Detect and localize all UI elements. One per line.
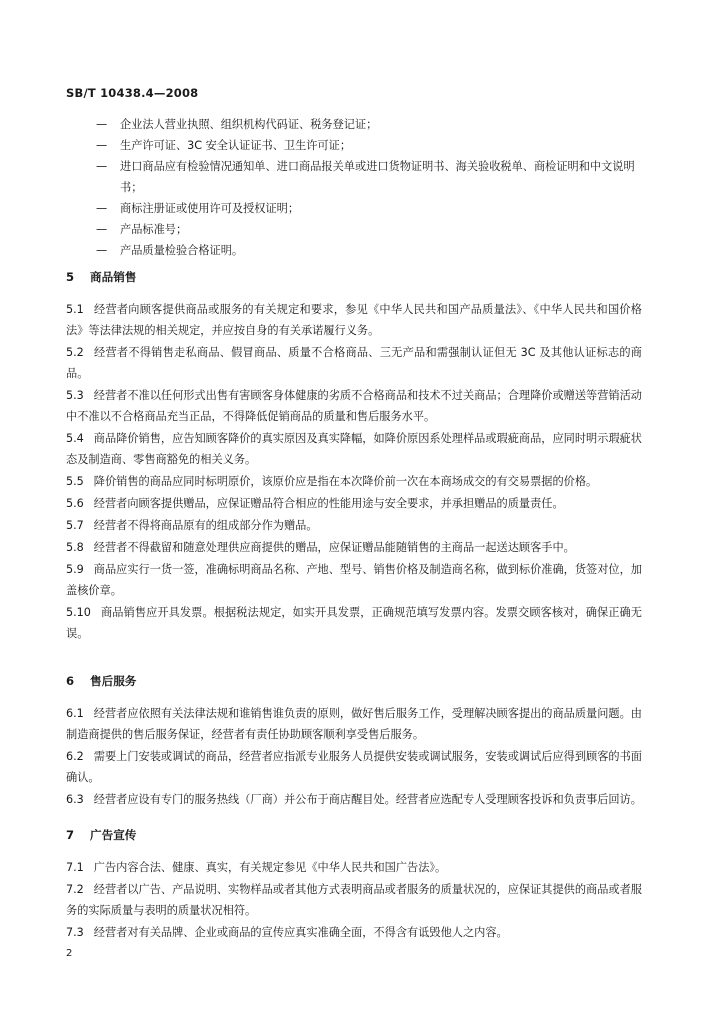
clause-6-3: 6.3 经营者应设有专门的服务热线（厂商）并公布于商店醒目处。经营者应选配专人受理顾客投诉和负责事后回访。 xyxy=(66,793,642,806)
bullet-dash: — xyxy=(96,202,108,215)
clause-6-1: 6.1 经营者应依照有关法律法规和谁销售谁负责的原则，做好售后服务工作，受理解决顾客提出的商品质量问题。由制造商提供的售后服务保证，经营者有责任协助顾客顺利享受售后服务。 xyxy=(66,707,642,741)
clause-6-2: 6.2 需要上门安装或调试的商品，经营者应指派专业服务人员提供安装或调试服务，安装或调试后应得到顾客的书面确认。 xyxy=(66,750,642,784)
bullet-dash: — xyxy=(96,223,108,236)
clause-5-7: 5.7 经营者不得将商品原有的组成部分作为赠品。 xyxy=(66,519,318,532)
standard-number: SB/T 10438.4—2008 xyxy=(66,86,199,100)
list-item: — 产品质量检验合格证明。 xyxy=(96,240,656,261)
section-6 xyxy=(66,670,642,810)
clause-5-1: 5.1 经营者向顾客提供商品或服务的有关规定和要求，参见《中华人民共和国产品质量法》、《中华人民共和国价格法》等法律法规的相关规定，并应按自身的有关承诺履行义务。 xyxy=(66,303,642,337)
list-item: — 进口商品应有检验情况通知单、进口商品报关单或进口货物证明书、海关验收税单、商检证明和中文说明书； xyxy=(96,156,656,198)
clause-5-10: 5.10 商品销售应开具发票。根据税法规定，如实开具发票，正确规范填写发票内容。发票交顾客核对，确保正确无误。 xyxy=(66,606,642,640)
list-item: — 商标注册证或使用许可及授权证明； xyxy=(96,198,656,219)
clause-5-2: 5.2 经营者不得销售走私商品、假冒商品、质量不合格商品、三无产品和需强制认证但无 3C 及其他认证标志的商品。 xyxy=(66,346,642,380)
clause-5-3: 5.3 经营者不准以任何形式出售有害顾客身体健康的劣质不合格商品和技术不过关商品；合理降价或赠送等营销活动中不准以不合格商品充当正品，不得降低促销商品的质量和售后服务水平。 xyxy=(66,389,642,423)
bullet-dash: — xyxy=(96,139,108,152)
bullet-dash: — xyxy=(96,118,108,131)
section-heading: 5 商品销售 xyxy=(66,270,137,284)
section-heading: 7 广告宣传 xyxy=(66,828,137,842)
clause-5-9: 5.9 商品应实行一货一签，准确标明商品名称、产地、型号、销售价格及制造商名称，做到标价准确，货签对位，加盖核价章。 xyxy=(66,563,642,597)
section-heading: 6 售后服务 xyxy=(66,674,137,688)
list-item: — 生产许可证、3C 安全认证证书、卫生许可证； xyxy=(96,135,656,156)
clause-5-5: 5.5 降价销售的商品应同时标明原价，该原价应是指在本次降价前一次在本商场成交的有交易票据的价格。 xyxy=(66,475,598,488)
list-item: — 产品标准号； xyxy=(96,219,656,240)
clause-5-8: 5.8 经营者不得截留和随意处理供应商提供的赠品，应保证赠品能随销售的主商品一起送达顾客手中。 xyxy=(66,541,575,554)
section-7 xyxy=(66,824,642,943)
list-item: — 企业法人营业执照、组织机构代码证、税务登记证； xyxy=(96,114,656,135)
certificate-list xyxy=(96,114,656,261)
clause-7-3: 7.3 经营者对有关品牌、企业或商品的宣传应真实准确全面，不得含有诋毁他人之内容。 xyxy=(66,926,508,939)
clause-7-2: 7.2 经营者以广告、产品说明、实物样品或者其他方式表明商品或者服务的质量状况的，应保证其提供的商品或者服务的实际质量与表明的质量状况相符。 xyxy=(66,883,642,917)
bullet-dash: — xyxy=(96,244,108,257)
section-5 xyxy=(66,266,642,644)
clause-5-6: 5.6 经营者向顾客提供赠品，应保证赠品符合相应的性能用途与安全要求，并承担赠品的质量责任。 xyxy=(66,497,564,510)
clause-5-4: 5.4 商品降价销售，应告知顾客降价的真实原因及真实降幅，如降价原因系处理样品或瑕疵商品，应同时明示瑕疵状态及制造商、零售商豁免的相关义务。 xyxy=(66,432,642,466)
clause-7-1: 7.1 广告内容合法、健康、真实，有关规定参见《中华人民共和国广告法》。 xyxy=(66,861,447,874)
page-number: 2 xyxy=(66,948,73,959)
bullet-dash: — xyxy=(96,160,108,173)
